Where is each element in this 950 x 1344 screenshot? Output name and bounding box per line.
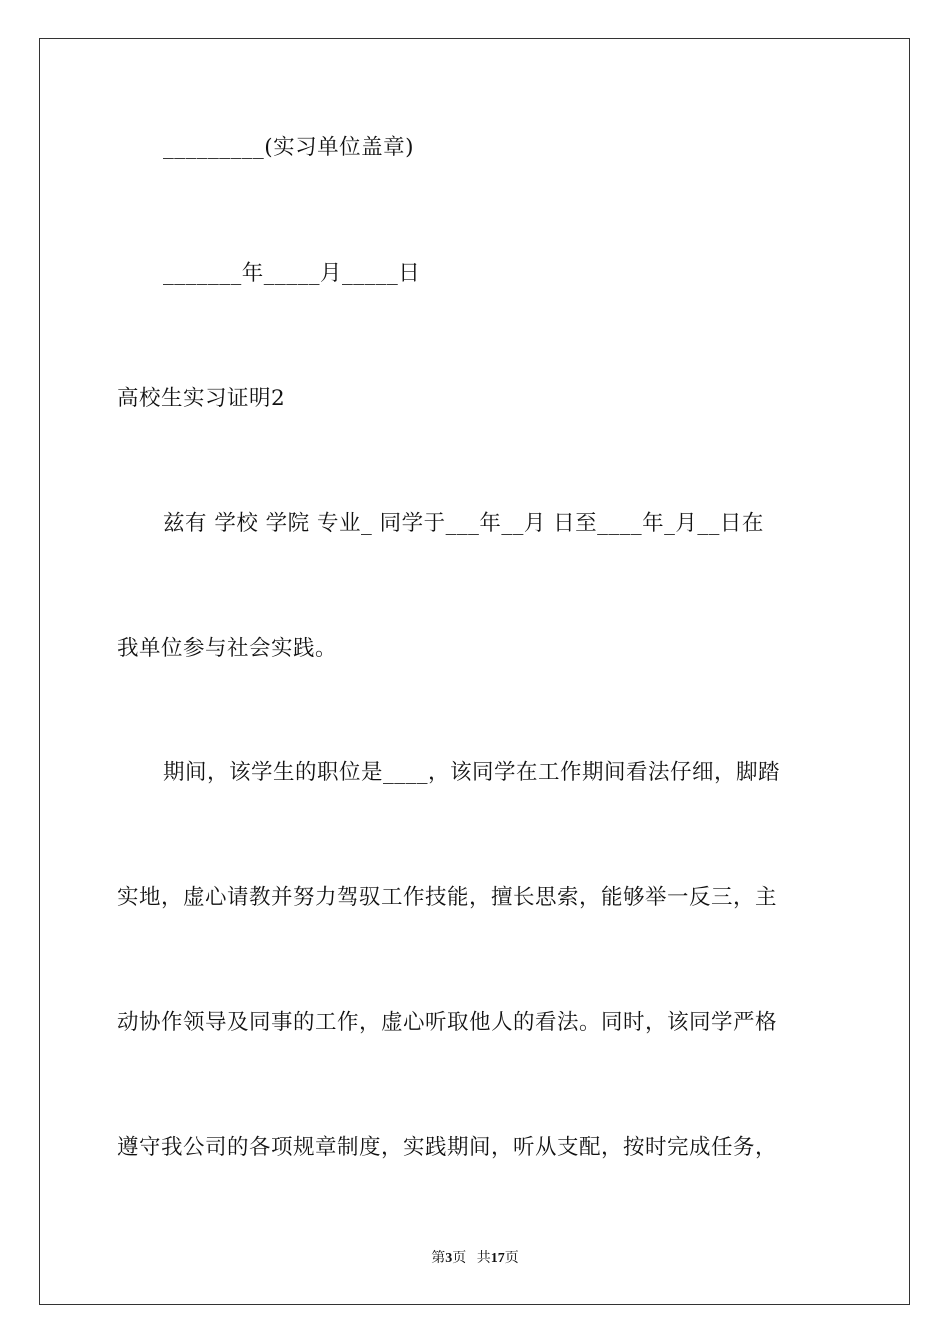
footer-page-number: 3 bbox=[445, 1251, 453, 1266]
paragraph-line: 遵守我公司的各项规章制度，实践期间，听从支配，按时完成任务， bbox=[117, 1135, 778, 1160]
date-line: _______年_____月_____日 bbox=[163, 261, 421, 286]
paragraph-line: 我单位参与社会实践。 bbox=[117, 636, 338, 661]
paragraph-line: 期间，该学生的职位是____，该同学在工作期间看法仔细，脚踏 bbox=[163, 760, 781, 785]
footer-total-pages: 17 bbox=[490, 1251, 505, 1266]
paragraph-line: 动协作领导及同事的工作，虚心听取他人的看法。同时，该同学严格 bbox=[117, 1010, 778, 1035]
page-footer bbox=[0, 1247, 950, 1267]
footer-total-prefix: 共 bbox=[476, 1251, 491, 1266]
seal-line: _________(实习单位盖章) bbox=[163, 135, 415, 160]
page-border bbox=[39, 38, 910, 1305]
section-title: 高校生实习证明2 bbox=[117, 386, 286, 411]
paragraph-line: 兹有 学校 学院 专业_ 同学于___年__月 日至____年_月__日在 bbox=[163, 511, 764, 536]
paragraph-line: 实地，虚心请教并努力驾驭工作技能，擅长思索，能够举一反三，主 bbox=[117, 885, 778, 910]
footer-total-suffix: 页 bbox=[504, 1251, 519, 1266]
footer-page-suffix: 页 bbox=[452, 1251, 467, 1266]
footer-page-prefix: 第 bbox=[431, 1251, 446, 1266]
